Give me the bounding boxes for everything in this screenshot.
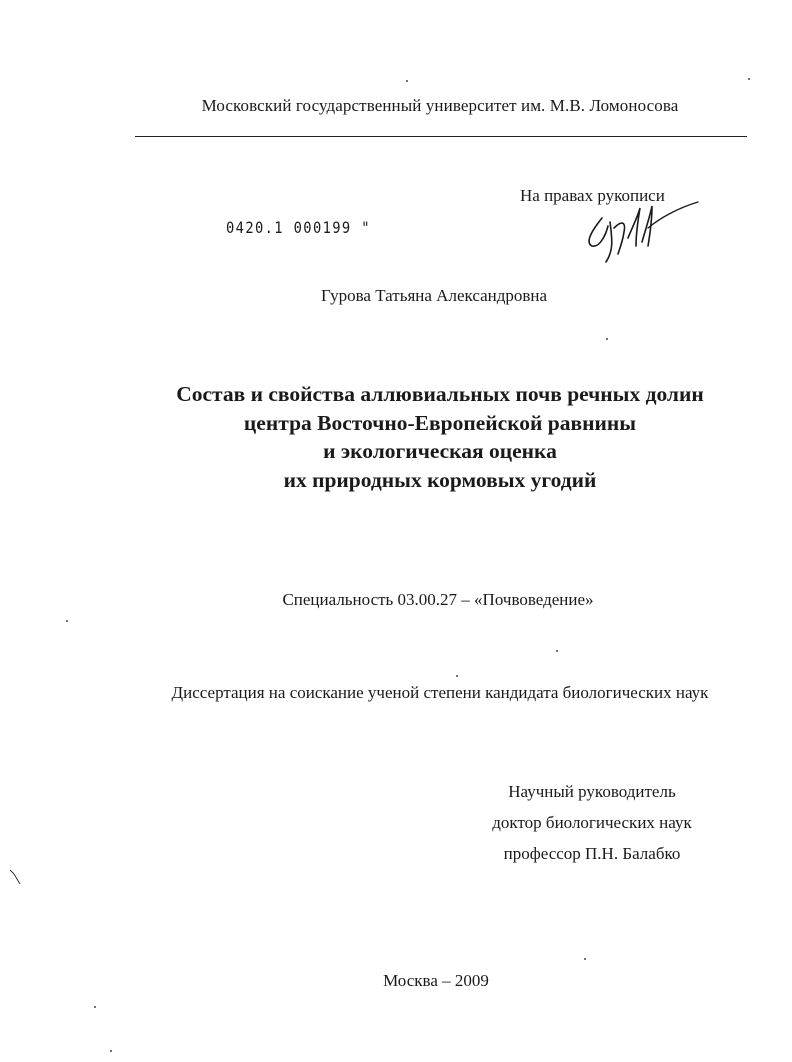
scan-speck	[94, 1006, 96, 1008]
header-divider	[135, 136, 747, 137]
university-name: Московский государственный университет им. М.В. Ломоносова	[201, 96, 679, 115]
supervisor-role: Научный руководитель	[508, 782, 676, 801]
author-name: Гурова Татьяна Александровна	[320, 286, 548, 305]
city-year: Москва – 2009	[383, 971, 489, 990]
dissertation-title	[0, 380, 792, 494]
supervisor-degree: доктор биологических наук	[492, 813, 692, 832]
scan-speck	[406, 80, 408, 82]
title-line: Состав и свойства аллювиальных почв речных долин	[176, 382, 704, 406]
degree-statement: Диссертация на соискание ученой степени кандидата биологических наук	[171, 683, 709, 702]
supervisor-name: профессор П.Н. Балабко	[503, 844, 681, 863]
scan-mark	[8, 868, 24, 888]
scan-speck	[456, 675, 458, 677]
specialty: Специальность 03.00.27 – «Почвоведение»	[282, 590, 594, 609]
supervisor-block	[472, 776, 712, 869]
title-line: и экологическая оценка	[323, 439, 557, 463]
title-line: их природных кормовых угодий	[283, 467, 597, 492]
scan-speck	[584, 958, 586, 960]
scan-speck	[606, 338, 608, 340]
catalog-code: 0420.1 000199 "	[226, 218, 371, 237]
handwritten-signature	[580, 198, 700, 268]
title-line: центра Восточно-Европейской равнины	[243, 410, 637, 435]
scan-speck	[66, 620, 68, 622]
manuscript-notice: На правах рукописи	[520, 186, 665, 205]
scan-speck	[556, 650, 558, 652]
scan-speck	[748, 78, 750, 80]
scan-speck	[110, 1050, 112, 1052]
